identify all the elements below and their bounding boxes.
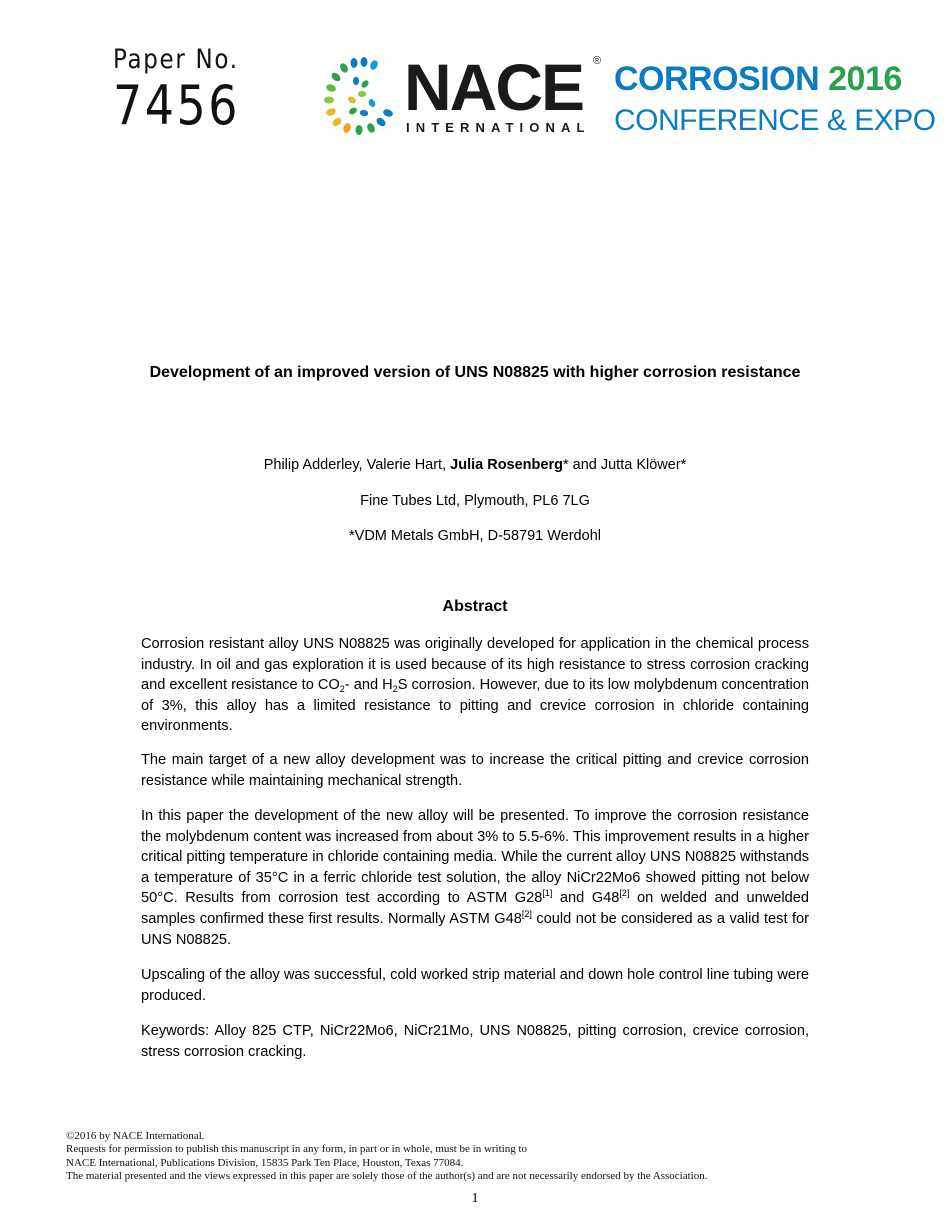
p4-text: Upscaling of the alloy was successful, cold worked strip material and down hole control line tubing were produced. [141,967,809,1004]
registered-mark: ® [593,55,602,67]
reference-3: [2] [521,908,532,919]
page-number: 1 [471,1191,479,1206]
p3-text-a: In this paper the development of the new alloy will be presented. To improve the corrosion resistance the molybdenum content was increased from about 3% to 5.5-6%. This improvement results in a higher critical pitting temperature in chloride containing media. While the current alloy UNS N08825 withstands a temperature of 35°C in a ferric chloride test solution, the alloy NiCr22Mo6 showed pitting not below 50°C. Results from corrosion test according to ASTM G28 [141,808,809,907]
reference-1: [1] [542,888,553,899]
abstract-paragraph-3 [141,806,809,950]
conference-title [614,61,902,97]
p1-sub-2: 2 [392,684,398,695]
authors-part-2: * and Jutta Klöwer* [562,457,687,473]
nace-wordmark: NACE [404,50,584,124]
affiliation-1: Fine Tubes Ltd, Plymouth, PL6 7LG [360,493,590,509]
p1-text-c: S corrosion. However, due to its low molybdenum concentration of 3%, this alloy has a limited resistance to pitting and crevice corrosion in chloride containing environments. [141,677,810,735]
footer-line-2: Requests for permission to publish this manuscript in any form, in part or in whole, must be in writing to [66,1143,528,1156]
author-list [140,456,810,474]
conference-year: 2016 [828,60,902,98]
paper-number: 7456 [113,74,241,137]
affiliation-2: *VDM Metals GmbH, D-58791 Werdohl [349,528,601,544]
keywords-paragraph [141,1021,809,1062]
p1-text-a: Corrosion resistant alloy UNS N08825 was originally developed for application in the chemical process industry. In oil and gas exploration it is used because of its high resistance to stress corrosion cracking and excellent resistance to CO [141,636,809,694]
logo-leaf-ring [324,57,394,135]
paper-title: Development of an improved version of UNS N08825 with higher corrosion resistance [149,364,801,381]
abstract-paragraph-4 [141,965,809,1006]
conference-subtitle: CONFERENCE & EXPO [614,104,936,137]
p3-text-b: and G48 [552,890,620,907]
authors-part-1: Philip Adderley, Valerie Hart, [263,457,451,473]
p1-text-b: - and H [344,677,393,694]
p1-sub-1: 2 [339,684,345,695]
conference-word: CORROSION [614,60,820,98]
nace-international: INTERNATIONAL [406,120,591,135]
abstract-heading: Abstract [442,598,508,615]
footer-line-3: NACE International, Publications Division, 15835 Park Ten Place, Houston, Texas 77084. [66,1156,464,1169]
paper-number-block [113,44,262,136]
p3-text-d: could not be considered as a valid test for UNS N08825. [141,910,810,948]
copyright-footer [66,1130,707,1183]
p2-text: The main target of a new alloy development was to increase the critical pitting and crevice corrosion resistance while maintaining mechanical strength. [141,752,809,789]
presenting-author: Julia Rosenberg [450,457,563,473]
footer-line-1: ©2016 by NACE International. [66,1130,205,1142]
paper-number-label: Paper No. [113,44,239,75]
p3-text-c: on welded and unwelded samples confirmed these first results. Normally ASTM G48 [141,890,809,927]
reference-2: [2] [619,888,630,899]
keywords-text: Keywords: Alloy 825 CTP, NiCr22Mo6, NiCr21Mo, UNS N08825, pitting corrosion, crevice corrosion, stress corrosion cracking. [141,1023,809,1060]
nace-logo-icon [322,57,406,137]
abstract-paragraph-1 [141,634,809,737]
footer-line-4: The material presented and the views expressed in this paper are solely those of the author(s) and are not necessarily endorsed by the Association. [66,1169,708,1182]
abstract-paragraph-2 [141,750,809,791]
